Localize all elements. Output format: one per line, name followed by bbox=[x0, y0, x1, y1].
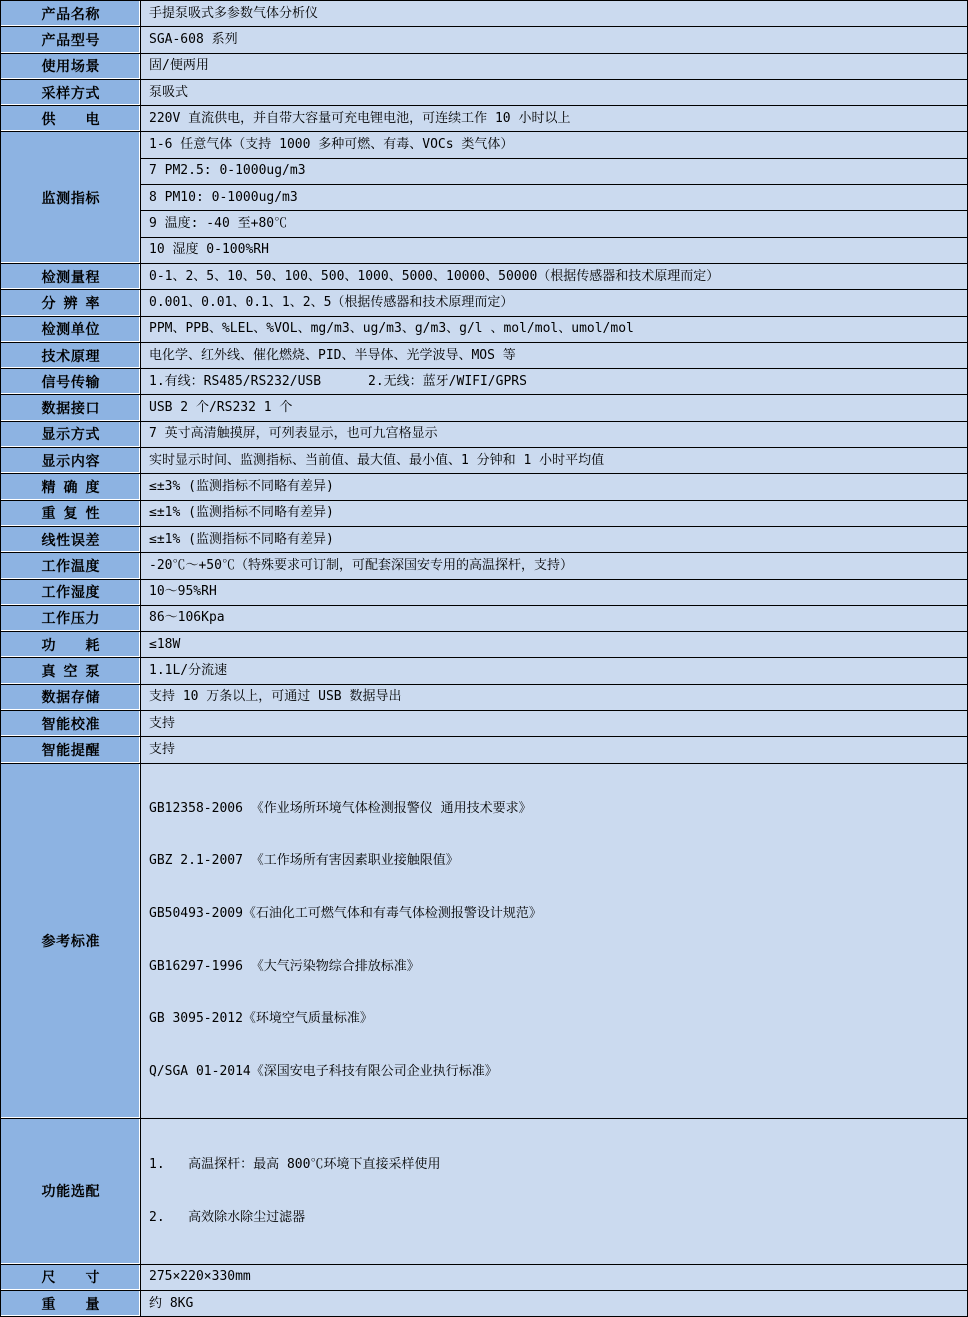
spec-label-text: 功能选配 bbox=[41, 1183, 100, 1200]
spec-value: PPM、PPB、%LEL、%VOL、mg/m3、ug/m3、g/m3、g/l 、mol/mol、umol/mol bbox=[141, 316, 968, 342]
spec-label-dimensions bbox=[1, 1264, 141, 1290]
table-row bbox=[1, 263, 968, 289]
spec-value: 0-1、2、5、10、50、100、500、1000、5000、10000、50000（根据传感器和技术原理而定） bbox=[141, 263, 968, 289]
spec-label-text: 参考标准 bbox=[41, 932, 100, 949]
table-row bbox=[1, 369, 968, 395]
spec-label-text: 智能提醒 bbox=[41, 741, 100, 758]
spec-label-text: 供电 bbox=[41, 110, 100, 127]
standard-line: GB50493-2009《石油化工可燃气体和有毒气体检测报警设计规范》 bbox=[149, 906, 542, 922]
table-row bbox=[1, 1264, 968, 1290]
spec-label-text: 真空泵 bbox=[41, 663, 100, 680]
table-row bbox=[1, 158, 968, 184]
spec-label-text: 分辨率 bbox=[41, 294, 100, 311]
spec-label-working-temperature bbox=[1, 553, 141, 579]
spec-value: 7 英寸高清触摸屏，可列表显示，也可九宫格显示 bbox=[141, 421, 968, 447]
standard-line: Q/SGA 01-2014《深国安电子科技有限公司企业执行标准》 bbox=[149, 1064, 498, 1080]
table-row bbox=[1, 185, 968, 211]
table-row bbox=[1, 448, 968, 474]
spec-value: 支持 bbox=[141, 737, 968, 763]
spec-label-text: 工作湿度 bbox=[41, 584, 100, 601]
spec-label-vacuum-pump bbox=[1, 658, 141, 684]
table-row bbox=[1, 342, 968, 368]
spec-label-power-supply bbox=[1, 106, 141, 132]
spec-label-accuracy bbox=[1, 474, 141, 500]
spec-value-monitor-item: 9 温度: -40 至+80℃ bbox=[141, 211, 968, 237]
spec-value: 275×220×330mm bbox=[141, 1264, 968, 1290]
table-row bbox=[1, 632, 968, 658]
spec-value: -20℃～+50℃（特殊要求可订制，可配套深国安专用的高温探杆，支持） bbox=[141, 553, 968, 579]
table-row bbox=[1, 1291, 968, 1317]
table-row bbox=[1, 474, 968, 500]
table-row bbox=[1, 1118, 968, 1264]
spec-value: 支持 10 万条以上，可通过 USB 数据导出 bbox=[141, 684, 968, 710]
spec-value-optional-functions bbox=[141, 1118, 968, 1264]
spec-value: 86～106Kpa bbox=[141, 605, 968, 631]
spec-label-power-consumption bbox=[1, 632, 141, 658]
table-row bbox=[1, 605, 968, 631]
spec-value: ≤±3% (监测指标不同略有差异) bbox=[141, 474, 968, 500]
spec-label-display-mode bbox=[1, 421, 141, 447]
option-line: 1. 高温探杆：最高 800℃环境下直接采样使用 bbox=[149, 1156, 441, 1172]
spec-value: ≤18W bbox=[141, 632, 968, 658]
spec-value: 约 8KG bbox=[141, 1291, 968, 1317]
spec-label-resolution bbox=[1, 290, 141, 316]
spec-label-text: 信号传输 bbox=[41, 373, 100, 390]
spec-label-text: 精确度 bbox=[41, 478, 100, 495]
spec-label-text: 线性误差 bbox=[41, 531, 100, 548]
spec-value: 0.001、0.01、0.1、1、2、5（根据传感器和技术原理而定） bbox=[141, 290, 968, 316]
table-row bbox=[1, 290, 968, 316]
spec-value: ≤±1% (监测指标不同略有差异) bbox=[141, 500, 968, 526]
standard-line: GB 3095-2012《环境空气质量标准》 bbox=[149, 1011, 373, 1027]
spec-label-optional-functions bbox=[1, 1118, 141, 1264]
table-row bbox=[1, 237, 968, 263]
spec-label-text: 工作温度 bbox=[41, 557, 100, 574]
spec-label-smart-calibration bbox=[1, 711, 141, 737]
spec-value-monitor-item: 7 PM2.5: 0-1000ug/m3 bbox=[141, 158, 968, 184]
spec-value-monitor-item: 10 湿度 0-100%RH bbox=[141, 237, 968, 263]
spec-value: 10～95%RH bbox=[141, 579, 968, 605]
spec-value: ≤±1% (监测指标不同略有差异) bbox=[141, 526, 968, 552]
spec-label-text: 使用场景 bbox=[41, 58, 100, 75]
table-row bbox=[1, 53, 968, 79]
spec-label-text: 功耗 bbox=[41, 636, 100, 653]
spec-value: 手提泵吸式多参数气体分析仪 bbox=[141, 1, 968, 27]
spec-value: 1.1L/分流速 bbox=[141, 658, 968, 684]
spec-label-text: 智能校准 bbox=[41, 715, 100, 732]
spec-label-sampling-method bbox=[1, 79, 141, 105]
spec-value-monitor-item: 1-6 任意气体（支持 1000 多种可燃、有毒、VOCs 类气体） bbox=[141, 132, 968, 158]
spec-label-repeatability bbox=[1, 500, 141, 526]
spec-label-text: 检测量程 bbox=[41, 268, 100, 285]
spec-label-working-humidity bbox=[1, 579, 141, 605]
spec-label-smart-reminder bbox=[1, 737, 141, 763]
spec-label-data-interface bbox=[1, 395, 141, 421]
spec-label-text: 重量 bbox=[41, 1295, 100, 1312]
table-row bbox=[1, 737, 968, 763]
table-row bbox=[1, 211, 968, 237]
spec-label-reference-standards bbox=[1, 763, 141, 1118]
table-row bbox=[1, 711, 968, 737]
standard-line: GBZ 2.1-2007 《工作场所有害因素职业接触限值》 bbox=[149, 853, 459, 869]
spec-label-text: 显示内容 bbox=[41, 452, 100, 469]
spec-value-monitor-item: 8 PM10: 0-1000ug/m3 bbox=[141, 185, 968, 211]
spec-label-text: 重复性 bbox=[41, 505, 100, 522]
table-row bbox=[1, 79, 968, 105]
spec-label-text: 尺寸 bbox=[41, 1269, 100, 1286]
table-row bbox=[1, 500, 968, 526]
table-row bbox=[1, 1, 968, 27]
spec-label-text: 监测指标 bbox=[41, 189, 100, 206]
table-row bbox=[1, 27, 968, 53]
spec-label-text: 产品型号 bbox=[41, 31, 100, 48]
spec-label-data-storage bbox=[1, 684, 141, 710]
spec-value: 固/便两用 bbox=[141, 53, 968, 79]
spec-value: 支持 bbox=[141, 711, 968, 737]
spec-value-reference-standards bbox=[141, 763, 968, 1118]
spec-value: SGA-608 系列 bbox=[141, 27, 968, 53]
spec-label-text: 采样方式 bbox=[41, 84, 100, 101]
spec-value: 1.有线：RS485/RS232/USB 2.无线：蓝牙/WIFI/GPRS bbox=[141, 369, 968, 395]
spec-label-detection-unit bbox=[1, 316, 141, 342]
standard-line: GB16297-1996 《大气污染物综合排放标准》 bbox=[149, 958, 420, 974]
spec-label-monitor-indicators bbox=[1, 132, 141, 263]
spec-value: 电化学、红外线、催化燃烧、PID、半导体、光学波导、MOS 等 bbox=[141, 342, 968, 368]
spec-label-usage-scene bbox=[1, 53, 141, 79]
spec-label-working-pressure bbox=[1, 605, 141, 631]
spec-label-text: 产品名称 bbox=[41, 5, 100, 22]
table-row bbox=[1, 395, 968, 421]
table-row bbox=[1, 132, 968, 158]
standard-line: GB12358-2006 《作业场所环境气体检测报警仪 通用技术要求》 bbox=[149, 800, 532, 816]
table-row bbox=[1, 553, 968, 579]
spec-value: 实时显示时间、监测指标、当前值、最大值、最小值、1 分钟和 1 小时平均值 bbox=[141, 448, 968, 474]
table-row bbox=[1, 658, 968, 684]
option-line: 2. 高效除水除尘过滤器 bbox=[149, 1210, 306, 1226]
spec-label-detection-range bbox=[1, 263, 141, 289]
table-row bbox=[1, 579, 968, 605]
spec-label-text: 显示方式 bbox=[41, 426, 100, 443]
spec-label-product-model bbox=[1, 27, 141, 53]
spec-label-product-name bbox=[1, 1, 141, 27]
table-row bbox=[1, 316, 968, 342]
spec-label-text: 检测单位 bbox=[41, 321, 100, 338]
spec-label-text: 技术原理 bbox=[41, 347, 100, 364]
spec-label-text: 数据接口 bbox=[41, 400, 100, 417]
spec-label-weight bbox=[1, 1291, 141, 1317]
spec-value: 220V 直流供电，并自带大容量可充电锂电池，可连续工作 10 小时以上 bbox=[141, 106, 968, 132]
table-row bbox=[1, 684, 968, 710]
spec-label-technical-principle bbox=[1, 342, 141, 368]
spec-label-linearity-error bbox=[1, 526, 141, 552]
spec-value: USB 2 个/RS232 1 个 bbox=[141, 395, 968, 421]
spec-label-signal-transmission bbox=[1, 369, 141, 395]
table-row bbox=[1, 421, 968, 447]
table-row bbox=[1, 763, 968, 1118]
spec-label-text: 数据存储 bbox=[41, 689, 100, 706]
table-row bbox=[1, 106, 968, 132]
spec-value: 泵吸式 bbox=[141, 79, 968, 105]
spec-label-display-content bbox=[1, 448, 141, 474]
spec-label-text: 工作压力 bbox=[41, 610, 100, 627]
table-row bbox=[1, 526, 968, 552]
